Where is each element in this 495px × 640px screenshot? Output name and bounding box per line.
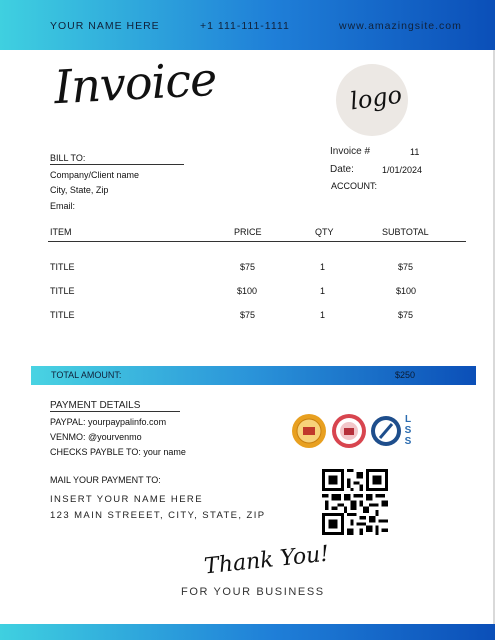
col-subtotal: SUBTOTAL [382, 227, 429, 237]
thank-you-sub: FOR YOUR BUSINESS [181, 586, 325, 598]
payment-checks: CHECKS PAYBLE TO: your name [50, 447, 186, 457]
row2-qty: 1 [320, 286, 326, 296]
date-label: Date: [330, 164, 354, 175]
bill-to-city: City, State, Zip [50, 185, 109, 195]
account-label: ACCOUNT: [331, 181, 378, 191]
logo-text: logo [348, 80, 404, 116]
qr-code [322, 469, 388, 535]
payment-heading: PAYMENT DETAILS [50, 400, 141, 411]
mail-name: INSERT YOUR NAME HERE [50, 494, 203, 505]
col-price: PRICE [234, 227, 262, 237]
total-bar [31, 366, 476, 385]
bill-to-underline [50, 164, 184, 165]
header-bar [0, 0, 495, 50]
table-header-divider [48, 241, 466, 242]
row2-item: TITLE [50, 286, 75, 296]
invoice-number-value: 11 [410, 147, 420, 157]
invoice-title: Invoice [52, 51, 218, 115]
col-qty: QTY [315, 227, 334, 237]
row3-item: TITLE [50, 310, 75, 320]
invoice-number-label: Invoice # [330, 146, 371, 157]
col-item: ITEM [50, 227, 72, 237]
row3-price: $75 [240, 310, 256, 320]
date-value: 1/01/2024 [382, 165, 423, 175]
total-label: TOTAL AMOUNT: [51, 370, 122, 380]
payment-underline [50, 411, 180, 412]
header-website: www.amazingsite.com [339, 20, 462, 32]
blue-badge-icon [370, 415, 402, 447]
bill-to-label: BILL TO: [50, 153, 86, 163]
row1-subtotal: $75 [398, 262, 414, 272]
row3-qty: 1 [320, 310, 326, 320]
bill-to-client: Company/Client name [50, 170, 140, 180]
gold-seal-icon [291, 413, 327, 449]
logo [336, 64, 408, 136]
red-seal-icon [331, 413, 367, 449]
row1-qty: 1 [320, 262, 326, 272]
row1-price: $75 [240, 262, 256, 272]
row2-price: $100 [237, 286, 258, 296]
header-phone: +1 111-111-1111 [200, 20, 290, 32]
payment-venmo: VENMO: @yourvenmo [50, 432, 142, 442]
footer-bar [0, 624, 495, 640]
bill-to-email: Email: [50, 201, 76, 211]
total-value: $250 [395, 370, 416, 380]
mail-address: 123 MAIN STREEET, CITY, STATE, ZIP [50, 510, 266, 521]
row2-subtotal: $100 [396, 286, 417, 296]
header-name: YOUR NAME HERE [50, 20, 160, 32]
thank-you-script: Thank You! [203, 541, 331, 580]
lss-badge-text: LSS [404, 414, 412, 447]
payment-paypal: PAYPAL: yourpaypalinfo.com [50, 417, 167, 427]
mail-label: MAIL YOUR PAYMENT TO: [50, 475, 161, 485]
row3-subtotal: $75 [398, 310, 414, 320]
row1-item: TITLE [50, 262, 75, 272]
